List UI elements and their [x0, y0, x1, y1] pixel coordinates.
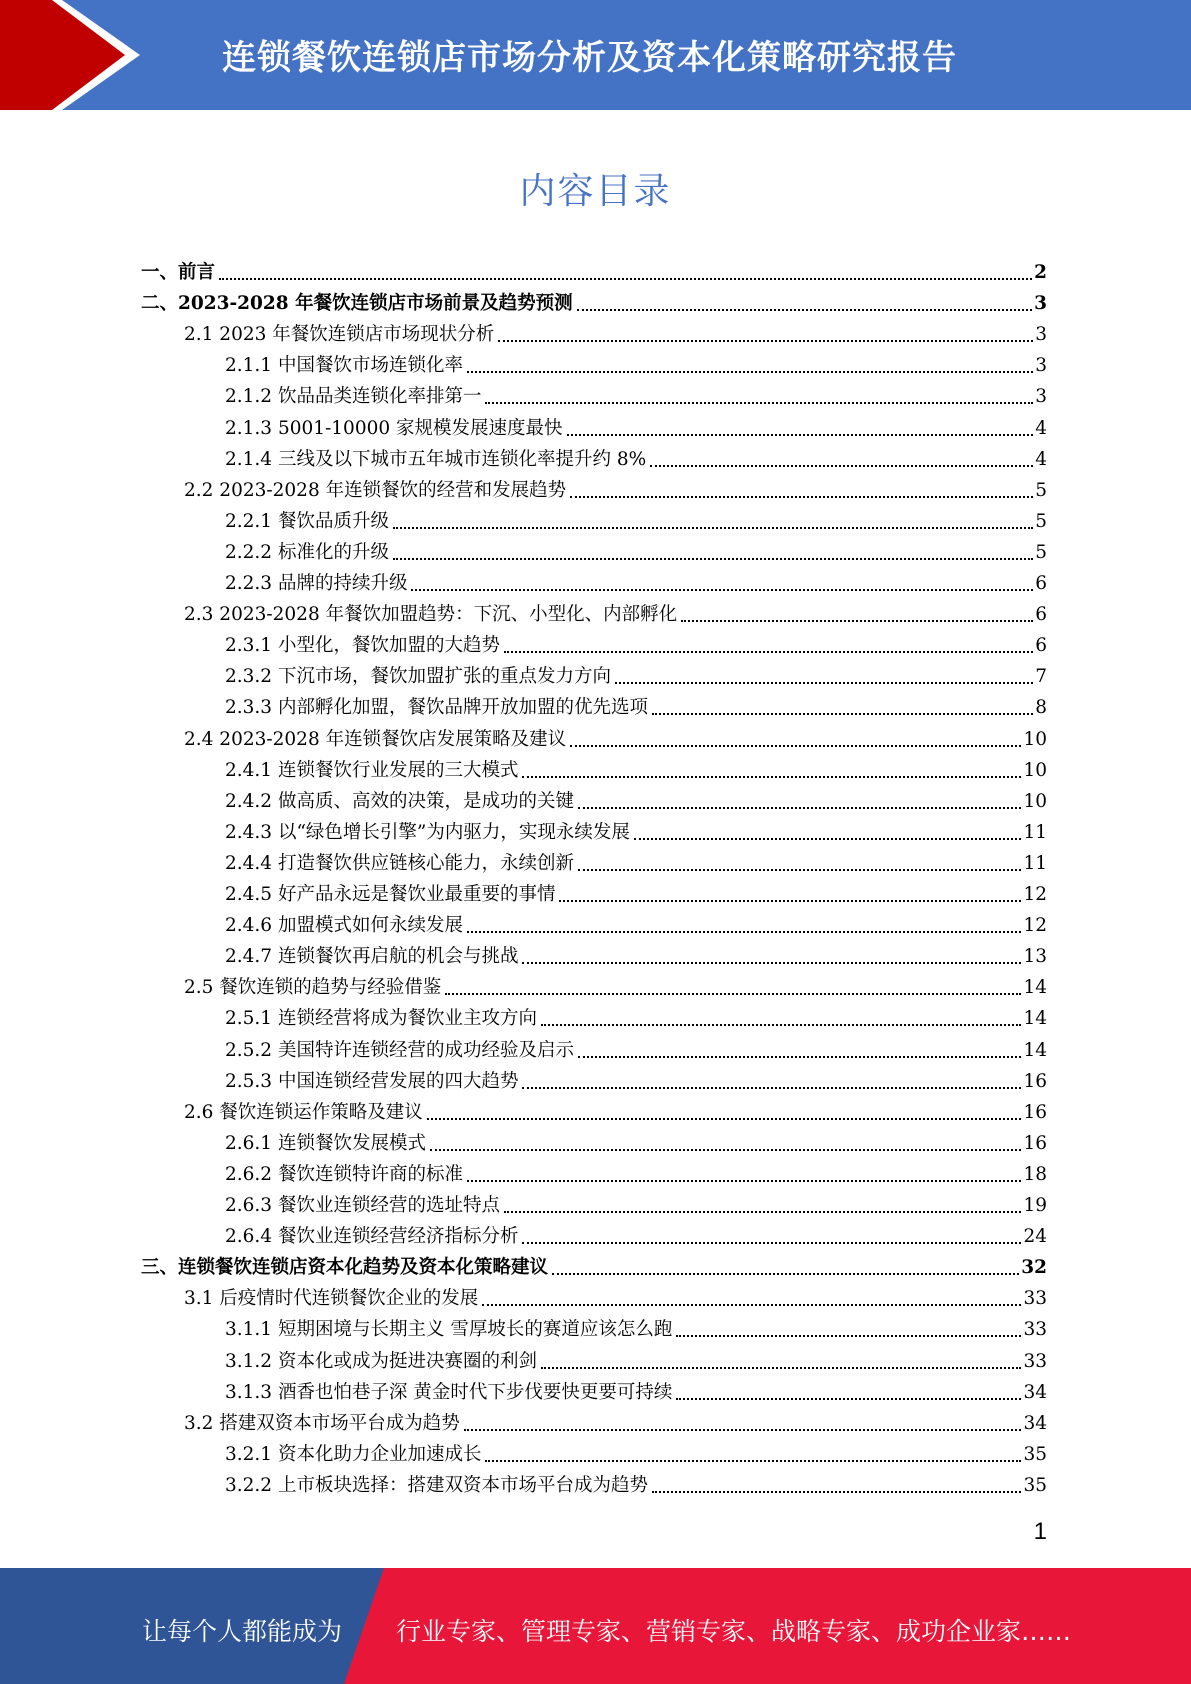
toc-entry[interactable]	[225, 627, 1047, 658]
toc-entry-page: 32	[1021, 1257, 1047, 1279]
toc-entry[interactable]	[184, 969, 1047, 1000]
toc-entry-page: 13	[1023, 946, 1047, 968]
toc-leader-dots	[445, 992, 1021, 995]
toc-entry-page: 6	[1035, 635, 1047, 657]
toc-entry-title: 2.6.2 餐饮连锁特许商的标准	[225, 1163, 463, 1185]
toc-entry-page: 16	[1023, 1101, 1047, 1123]
toc-entry-page: 10	[1023, 790, 1047, 812]
toc-entry-title: 2.6.4 餐饮业连锁经营经济指标分析	[225, 1226, 519, 1248]
toc-entry-page: 11	[1023, 852, 1047, 874]
toc-leader-dots	[393, 526, 1033, 529]
toc-entry[interactable]	[225, 907, 1047, 938]
toc-entry[interactable]	[225, 1374, 1047, 1405]
toc-entry[interactable]	[225, 752, 1047, 783]
toc-entry-title: 2.2.2 标准化的升级	[225, 541, 389, 563]
toc-entry-page: 12	[1023, 884, 1047, 905]
toc-entry-page: 8	[1035, 697, 1047, 719]
page-number: 1	[1033, 1518, 1047, 1545]
toc-entry-title: 2.6.1 连锁餐饮发展模式	[225, 1132, 426, 1154]
toc-entry-title: 2.2 2023-2028 年连锁餐饮的经营和发展趋势	[184, 479, 567, 501]
toc-entry-title: 2.4.7 连锁餐饮再启航的机会与挑战	[225, 946, 519, 968]
footer-slogan-left: 让每个人都能成为	[142, 1617, 343, 1646]
toc-entry-page: 5	[1035, 510, 1047, 532]
toc-entry-page: 5	[1035, 479, 1047, 501]
toc-entry-page: 3	[1035, 355, 1047, 377]
toc-entry-page: 19	[1023, 1195, 1047, 1216]
toc-entry-page: 3	[1035, 386, 1047, 408]
toc-entry-title: 2.2.3 品牌的持续升级	[225, 573, 408, 594]
toc-entry-title: 3.1.2 资本化或成为挺进决赛圈的利剑	[225, 1350, 537, 1372]
toc-leader-dots	[567, 433, 1034, 436]
toc-leader-dots	[559, 899, 1021, 902]
toc-entry[interactable]	[225, 534, 1047, 565]
toc-entry-page: 10	[1023, 759, 1047, 781]
toc-entry[interactable]	[225, 1343, 1047, 1374]
toc-leader-dots	[467, 930, 1021, 933]
toc-entry[interactable]	[225, 441, 1047, 472]
toc-entry-page: 2	[1034, 262, 1047, 283]
toc-leader-dots	[570, 495, 1033, 498]
toc-entry[interactable]	[225, 1032, 1047, 1063]
toc-leader-dots	[522, 961, 1021, 964]
toc-leader-dots	[522, 1241, 1021, 1244]
toc-entry-title: 2.6 餐饮连锁运作策略及建议	[184, 1101, 423, 1123]
toc-leader-dots	[498, 339, 1033, 342]
toc-entry-title: 2.3.2 下沉市场，餐饮加盟扩张的重点发力方向	[225, 666, 611, 688]
toc-entry[interactable]	[184, 1094, 1047, 1125]
toc-heading: 内容目录	[519, 171, 672, 212]
toc-entry-page: 14	[1023, 977, 1047, 999]
toc-entry-title: 2.4.2 做高质、高效的决策，是成功的关键	[225, 790, 574, 812]
toc-entry[interactable]	[141, 285, 1047, 316]
toc-entry-page: 6	[1035, 573, 1047, 594]
toc-entry[interactable]	[225, 1187, 1047, 1218]
toc-entry-title: 3.2.1 资本化助力企业加速成长	[225, 1443, 482, 1465]
toc-entry-page: 35	[1023, 1474, 1047, 1496]
toc-entry-title: 2.5.3 中国连锁经营发展的四大趋势	[225, 1070, 519, 1092]
toc-entry[interactable]	[225, 1000, 1047, 1031]
toc-leader-dots	[485, 401, 1033, 404]
footer-slogan-right: 行业专家、管理专家、营销专家、战略专家、成功企业家……	[396, 1617, 1072, 1646]
toc-leader-dots	[615, 681, 1033, 684]
toc-entry-title: 2.4.4 打造餐饮供应链核心能力，永续创新	[225, 852, 574, 874]
toc-leader-dots	[467, 370, 1033, 373]
toc-entry-page: 5	[1035, 541, 1047, 563]
toc-entry[interactable]	[225, 814, 1047, 845]
toc-entry[interactable]	[225, 783, 1047, 814]
report-header-band	[0, 0, 1191, 110]
toc-entry-title: 3.1 后疫情时代连锁餐饮企业的发展	[184, 1288, 479, 1310]
toc-leader-dots	[676, 1334, 1021, 1337]
toc-leader-dots	[522, 1086, 1021, 1089]
toc-entry[interactable]	[225, 1311, 1047, 1342]
toc-leader-dots	[541, 1366, 1021, 1369]
toc-leader-dots	[652, 1490, 1021, 1493]
toc-leader-dots	[393, 557, 1033, 560]
toc-entry-title: 2.1 2023 年餐饮连锁店市场现状分析	[184, 324, 495, 346]
toc-entry-title: 2.5 餐饮连锁的趋势与经验借鉴	[184, 977, 442, 999]
toc-entry-page: 3	[1034, 293, 1047, 315]
toc-leader-dots	[676, 1397, 1021, 1400]
report-title: 连锁餐饮连锁店市场分析及资本化策略研究报告	[222, 38, 957, 78]
toc-entry-title: 3.2.2 上市板块选择：搭建双资本市场平台成为趋势	[225, 1474, 648, 1496]
toc-entry[interactable]	[225, 1467, 1047, 1498]
toc-entry-title: 2.4.6 加盟模式如何永续发展	[225, 915, 463, 937]
toc-entry-page: 14	[1023, 1039, 1047, 1061]
toc-entry-title: 3.1.1 短期困境与长期主义 雪厚坡长的赛道应该怎么跑	[225, 1319, 673, 1341]
toc-entry-page: 35	[1023, 1443, 1047, 1465]
toc-entry-title: 2.4.1 连锁餐饮行业发展的三大模式	[225, 759, 519, 781]
toc-entry-page: 11	[1023, 821, 1047, 843]
toc-entry-page: 18	[1023, 1163, 1047, 1185]
toc-entry-title: 2.5.1 连锁经营将成为餐饮业主攻方向	[225, 1008, 537, 1030]
toc-leader-dots	[411, 588, 1033, 591]
toc-entry[interactable]	[225, 1436, 1047, 1467]
toc-entry-title: 2.2.1 餐饮品质升级	[225, 510, 389, 532]
toc-entry-page: 7	[1035, 666, 1047, 688]
toc-leader-dots	[577, 308, 1033, 311]
toc-entry-page: 33	[1023, 1350, 1047, 1372]
toc-entry-title: 2.1.3 5001-10000 家规模发展速度最快	[225, 417, 563, 439]
toc-leader-dots	[504, 650, 1033, 653]
toc-entry[interactable]	[225, 503, 1047, 534]
toc-entry-page: 10	[1023, 728, 1047, 750]
toc-leader-dots	[650, 464, 1033, 467]
toc-leader-dots	[578, 1055, 1021, 1058]
toc-entry[interactable]	[141, 1249, 1047, 1280]
toc-entry-title: 2.3 2023-2028 年餐饮加盟趋势：下沉、小型化、内部孵化	[184, 604, 678, 626]
toc-entry-page: 12	[1023, 915, 1047, 937]
toc-entry[interactable]	[184, 721, 1047, 752]
toc-entry[interactable]	[184, 472, 1047, 503]
toc-entry-title: 2.3.1 小型化，餐饮加盟的大趋势	[225, 635, 500, 657]
toc-entry[interactable]	[184, 1280, 1047, 1311]
toc-entry-title: 2.1.2 饮品品类连锁化率排第一	[225, 386, 482, 408]
toc-leader-dots	[522, 775, 1021, 778]
toc-entry[interactable]	[225, 845, 1047, 876]
toc-entry[interactable]	[225, 938, 1047, 969]
toc-entry-title: 2.4 2023-2028 年连锁餐饮店发展策略及建议	[184, 728, 567, 750]
toc-entry-title: 2.1.1 中国餐饮市场连锁化率	[225, 355, 463, 377]
toc-entry[interactable]	[225, 689, 1047, 720]
toc-leader-dots	[541, 1023, 1021, 1026]
toc-leader-dots	[485, 1459, 1021, 1462]
toc-entry-page: 16	[1023, 1132, 1047, 1154]
toc-entry-title: 三、连锁餐饮连锁店资本化趋势及资本化策略建议	[141, 1257, 549, 1279]
toc-leader-dots	[634, 837, 1022, 840]
toc-entry[interactable]	[225, 410, 1047, 441]
toc-entry-page: 33	[1023, 1319, 1047, 1341]
toc-entry-title: 2.3.3 内部孵化加盟，餐饮品牌开放加盟的优先选项	[225, 697, 648, 719]
toc-entry-title: 2.4.5 好产品永远是餐饮业最重要的事情	[225, 884, 556, 905]
toc-entry[interactable]	[184, 316, 1047, 347]
toc-entry-title: 2.6.3 餐饮业连锁经营的选址特点	[225, 1195, 500, 1216]
toc-entry-title: 3.1.3 酒香也怕巷子深 黄金时代下步伐要快更要可持续	[225, 1381, 673, 1403]
toc-entry-page: 33	[1023, 1288, 1047, 1310]
toc-entry[interactable]	[225, 347, 1047, 378]
toc-entry-page: 34	[1023, 1412, 1047, 1434]
toc-entry-title: 2.5.2 美国特许连锁经营的成功经验及启示	[225, 1039, 574, 1061]
toc-leader-dots	[652, 712, 1033, 715]
header-arrow-icon	[0, 0, 160, 110]
toc-entry[interactable]	[184, 1405, 1047, 1436]
toc-leader-dots	[219, 277, 1032, 280]
toc-entry-page: 16	[1023, 1070, 1047, 1092]
toc-entry-page: 14	[1023, 1008, 1047, 1030]
toc-entry[interactable]	[184, 596, 1047, 627]
toc-entry-title: 2.1.4 三线及以下城市五年城市连锁化率提升约 8%	[225, 448, 647, 470]
toc-leader-dots	[681, 619, 1033, 622]
toc-entry-title: 3.2 搭建双资本市场平台成为趋势	[184, 1412, 460, 1434]
toc-leader-dots	[482, 1303, 1021, 1306]
toc-leader-dots	[578, 868, 1021, 871]
toc-entry-title: 二、2023-2028 年餐饮连锁店市场前景及趋势预测	[141, 293, 573, 315]
toc-entry[interactable]	[141, 254, 1047, 285]
toc-entry-page: 24	[1023, 1226, 1047, 1248]
toc-entry-page: 4	[1035, 448, 1047, 470]
toc-leader-dots	[467, 1179, 1021, 1182]
toc-entry[interactable]	[225, 1125, 1047, 1156]
toc-entry[interactable]	[225, 1218, 1047, 1249]
footer-band	[0, 1568, 1191, 1684]
toc-entry-page: 3	[1035, 324, 1047, 346]
toc-entry[interactable]	[225, 378, 1047, 409]
toc-entry[interactable]	[225, 658, 1047, 689]
toc-leader-dots	[570, 744, 1021, 747]
toc-entry[interactable]	[225, 1156, 1047, 1187]
toc-entry-page: 6	[1035, 604, 1047, 626]
toc-leader-dots	[430, 1148, 1021, 1151]
toc-entry-title: 2.4.3 以“绿色增长引擎”为内驱力，实现永续发展	[225, 821, 630, 843]
toc-leader-dots	[552, 1272, 1019, 1275]
toc-entry-page: 4	[1035, 417, 1047, 439]
toc-entry[interactable]	[225, 565, 1047, 596]
toc-leader-dots	[578, 806, 1021, 809]
toc-leader-dots	[504, 1210, 1021, 1213]
toc-entry[interactable]	[225, 876, 1047, 907]
toc-entry[interactable]	[225, 1063, 1047, 1094]
toc-leader-dots	[464, 1428, 1022, 1431]
toc-leader-dots	[427, 1117, 1022, 1120]
toc-entry-title: 一、前言	[141, 262, 216, 283]
toc-entry-page: 34	[1023, 1381, 1047, 1403]
